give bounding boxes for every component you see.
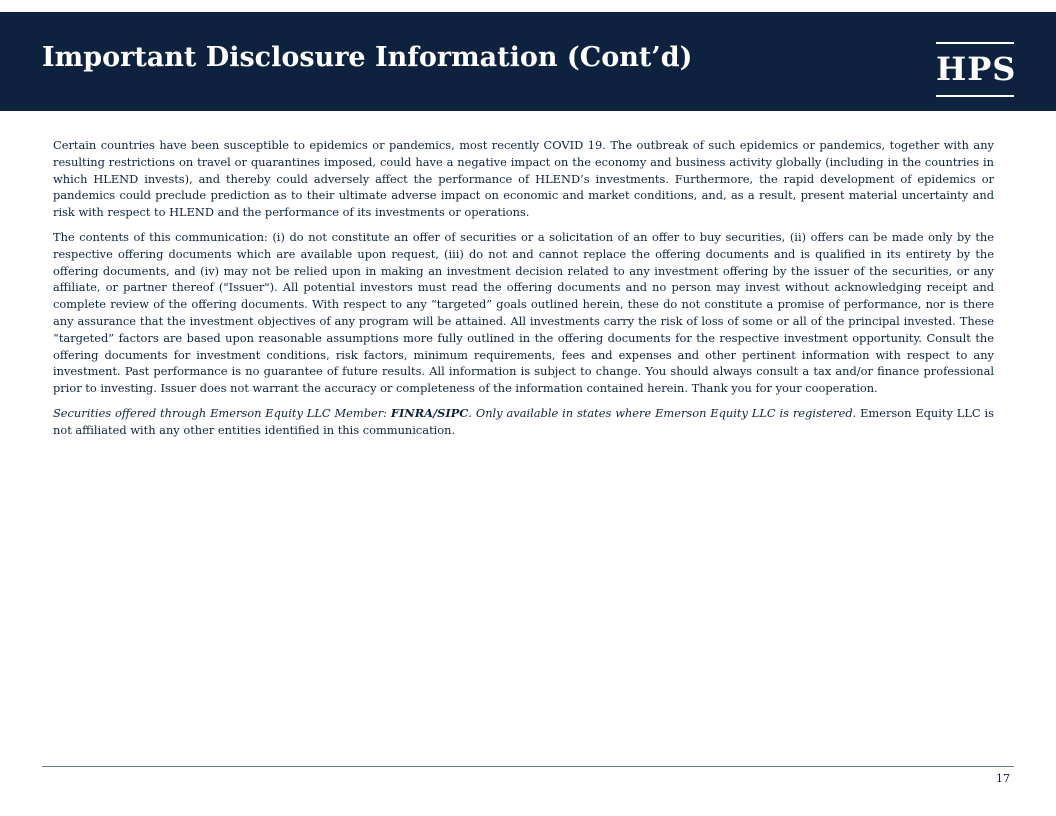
logo-top-rule — [936, 42, 1014, 44]
finra-sipc-label: FINRA/SIPC — [390, 405, 469, 420]
broker-italic-suffix: . Only available in states where Emerson Equity LLC is registered. — [468, 405, 857, 420]
page-title: Important Disclosure Information (Cont’d) — [42, 42, 693, 73]
page-number: 17 — [996, 772, 1010, 785]
logo-text: HPS — [936, 50, 1017, 88]
broker-italic-prefix: Securities offered through Emerson Equity LLC Member: — [53, 405, 391, 420]
broker-regular-text: Emerson Equity LLC is not affiliated with any other entities identified in this communication. — [53, 405, 994, 437]
hps-logo — [936, 42, 1017, 98]
footer-divider — [42, 766, 1014, 767]
header-banner — [0, 12, 1056, 111]
disclosure-body — [53, 137, 994, 447]
disclosure-paragraph-broker — [53, 405, 994, 439]
disclosure-paragraph-offering: The contents of this communication: (i) do not constitute an offer of securities or a solicitation of an offer to buy securities, (ii) offers can be made only by the respective offering documents which are available upon request, (iii) do not and cannot replace the offering documents and is qualified in its entirety by the offering documents, and (iv) may not be relied upon in making an investment decision related to any investment offering by the issuer of the securities, or any affiliate, or partner thereof ("Issuer"). All potential investors must read the offering documents and no person may invest without acknowledging receipt and complete review of the offering documents. With respect to any “targeted” goals outlined herein, these do not constitute a promise of performance, nor is there any assurance that the investment objectives of any program will be attained. All investments carry the risk of loss of some or all of the principal invested. These “targeted” factors are based upon reasonable assumptions more fully outlined in the offering documents for the respective investment opportunity. Consult the offering documents for investment conditions, risk factors, minimum requirements, fees and expenses and other pertinent information with respect to any investment. Past performance is no guarantee of future results. All information is subject to change. You should always consult a tax and/or finance professional prior to investing. Issuer does not warrant the accuracy or completeness of the information contained herein. Thank you for your cooperation. — [53, 229, 994, 396]
logo-bottom-rule — [936, 95, 1014, 97]
disclosure-paragraph-epidemics: Certain countries have been susceptible to epidemics or pandemics, most recently COVID 19. The outbreak of such epidemics or pandemics, together with any resulting restrictions on travel or quarantines imposed, could have a negative impact on the economy and business activity globally (including in the countries in which HLEND invests), and thereby could adversely affect the performance of HLEND’s investments. Furthermore, the rapid development of epidemics or pandemics could preclude prediction as to their ultimate adverse impact on economic and market conditions, and, as a result, present material uncertainty and risk with respect to HLEND and the performance of its investments or operations. — [53, 138, 994, 220]
